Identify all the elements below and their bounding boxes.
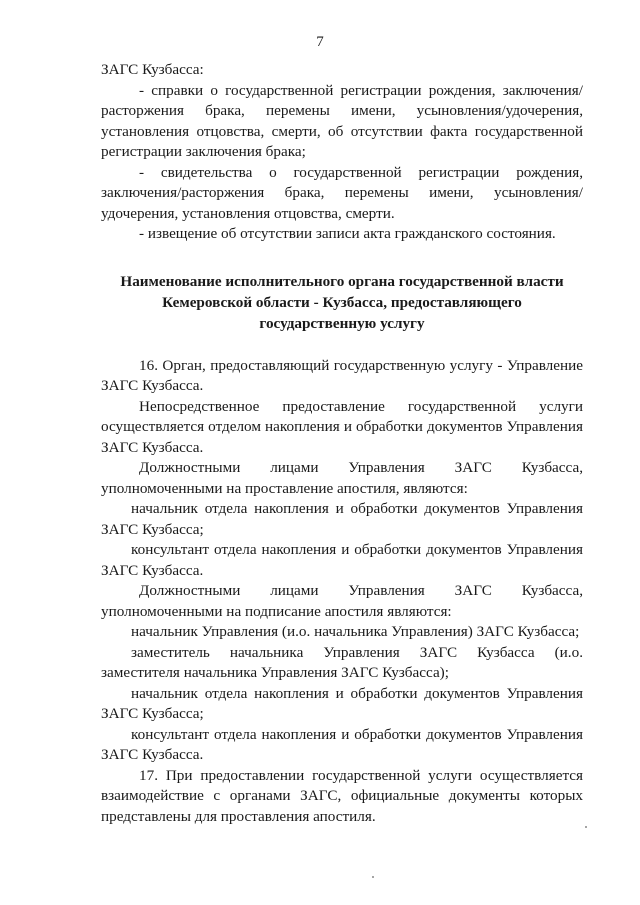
list-item: - справки о государственной регистрации рождения, заключения/расторжения брака, перемены имени, усыновления/удочерения, установления отцовства, смерти, об отсутствии факта государственной регистрации заключения брака;	[101, 81, 583, 160]
section-heading	[101, 271, 583, 334]
paragraph-17: 17. При предоставлении государственной услуги осуществляется взаимодействие с органами ЗАГС, официальные документы которых представлены для проставления апостиля.	[101, 766, 583, 825]
list-item: - свидетельства о государственной регистрации рождения, заключения/расторжения брака, перемены имени, усыновления/удочерения, установления отцовства, смерти.	[101, 163, 583, 222]
section-heading-line: Наименование исполнительного органа государственной власти	[120, 272, 564, 290]
paragraph: заместитель начальника Управления ЗАГС Кузбасса (и.о. заместителя начальника Управления ЗАГС Кузбасса);	[101, 643, 583, 681]
paragraph: начальник отдела накопления и обработки документов Управления ЗАГС Кузбасса;	[101, 684, 583, 722]
list-intro: ЗАГС Кузбасса:	[101, 61, 204, 78]
paragraph: начальник отдела накопления и обработки документов Управления ЗАГС Кузбасса;	[101, 500, 583, 538]
paragraph: консультант отдела накопления и обработки документов Управления ЗАГС Кузбасса.	[101, 541, 583, 579]
section-heading-line: государственную услугу	[259, 314, 425, 332]
page-number: 7	[316, 34, 324, 50]
paragraph: Должностными лицами Управления ЗАГС Кузбасса, уполномоченными на проставление апостиля, являются:	[101, 459, 583, 497]
paragraph: Должностными лицами Управления ЗАГС Кузбасса, уполномоченными на подписание апостиля являются:	[101, 582, 583, 620]
list-item: - извещение об отсутствии записи акта гражданского состояния.	[139, 225, 556, 242]
paragraph: Непосредственное предоставление государственной услуги осуществляется отделом накопления и обработки документов Управления ЗАГС Кузбасса.	[101, 397, 583, 456]
document-body	[101, 60, 583, 827]
paragraph-16: 16. Орган, предоставляющий государственную услугу - Управление ЗАГС Кузбасса.	[101, 356, 583, 394]
scan-speck	[585, 826, 587, 828]
paragraph: начальник Управления (и.о. начальника Управления) ЗАГС Кузбасса;	[131, 623, 580, 640]
section-heading-line: Кемеровской области - Кузбасса, предоставляющего	[162, 293, 522, 311]
paragraph: консультант отдела накопления и обработки документов Управления ЗАГС Кузбасса.	[101, 725, 583, 763]
scan-speck	[372, 876, 374, 878]
